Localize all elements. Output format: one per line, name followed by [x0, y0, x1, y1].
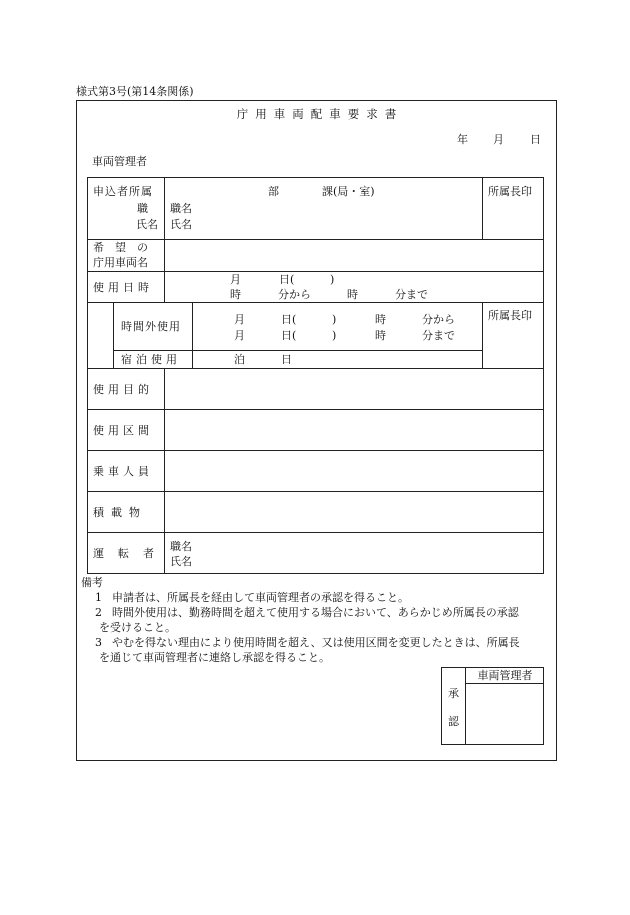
approval-char-1: 承	[448, 687, 459, 700]
addressee: 車両管理者	[92, 155, 147, 168]
approval-stamp-area[interactable]	[466, 684, 543, 744]
usage-hour2: 時	[347, 288, 358, 301]
applicant-section: 課(局・室)	[322, 185, 375, 198]
approval-char-2: 認	[448, 715, 459, 728]
overtime-r1-month: 月	[234, 313, 245, 326]
overnight-label: 宿泊使用	[121, 353, 181, 366]
approval-header: 車両管理者	[477, 669, 533, 682]
overnight-days: 日	[281, 353, 292, 366]
overtime-r2-month: 月	[234, 329, 245, 342]
overtime-r2-minute: 分まで	[422, 329, 455, 342]
applicant-seal: 所属長印	[488, 185, 532, 198]
overtime-r1-hour: 時	[375, 313, 386, 326]
overtime-r1-close: )	[332, 313, 337, 326]
overtime-r1-day: 日(	[281, 313, 297, 326]
applicant-name-field[interactable]: 氏名	[170, 218, 192, 231]
overtime-label: 時間外使用	[121, 320, 181, 333]
date-month: 月	[493, 133, 504, 146]
overtime-r2-hour: 時	[375, 329, 386, 342]
usage-hour: 時	[230, 288, 241, 301]
overtime-r2-close: )	[332, 329, 337, 342]
note-1-text: 申請者は、所属長を経由して車両管理者の承認を得ること。	[112, 591, 409, 604]
route-label: 使用区間	[93, 424, 153, 437]
usage-day-close: )	[330, 273, 335, 286]
note-1-number: 1	[95, 591, 102, 604]
date-day: 日	[530, 133, 541, 146]
applicant-dept: 部	[268, 185, 279, 198]
notes-heading: 備考	[81, 576, 103, 589]
overtime-seal: 所属長印	[488, 309, 532, 322]
driver-title-field[interactable]: 職名	[170, 540, 192, 553]
overtime-r1-minute: 分から	[422, 313, 455, 326]
applicant-name-label: 氏名	[136, 218, 158, 231]
overtime-r2-day: 日(	[281, 329, 297, 342]
passengers-label: 乗車人員	[93, 465, 153, 478]
cargo-label: 積載物	[93, 506, 147, 519]
date-year: 年	[457, 133, 468, 146]
driver-label: 運転者	[93, 547, 168, 560]
form-title: 庁用車両配車要求書	[236, 107, 404, 121]
note-2-text: 時間外使用は、勤務時間を超えて使用する場合において、あらかじめ所属長の承認	[112, 606, 519, 619]
usage-minute-from: 分から	[278, 288, 311, 301]
note-3-text-cont: を通じて車両管理者に連絡し承認を得ること。	[99, 651, 330, 664]
usage-minute-until: 分まで	[395, 288, 428, 301]
overnight-nights: 泊	[234, 353, 245, 366]
form-number: 様式第3号(第14条関係)	[76, 85, 194, 98]
applicant-title-field[interactable]: 職名	[170, 202, 192, 215]
driver-name-field[interactable]: 氏名	[170, 555, 192, 568]
applicant-title-label: 職	[137, 202, 148, 215]
note-2-text-cont: を受けること。	[99, 621, 176, 634]
note-3-text: やむを得ない理由により使用時間を超え、又は使用区間を変更したときは、所属長	[112, 636, 520, 649]
note-2-number: 2	[95, 606, 102, 619]
usage-month: 月	[230, 273, 241, 286]
desired-vehicle-label1: 希 望 の	[93, 241, 148, 254]
usage-datetime-label: 使用日時	[93, 281, 153, 294]
main-table	[87, 177, 544, 574]
desired-vehicle-label2: 庁用車両名	[93, 256, 148, 269]
purpose-label: 使用目的	[93, 383, 153, 396]
applicant-label: 申込者所属	[93, 185, 153, 198]
note-3-number: 3	[95, 636, 102, 649]
usage-day: 日(	[279, 273, 295, 286]
